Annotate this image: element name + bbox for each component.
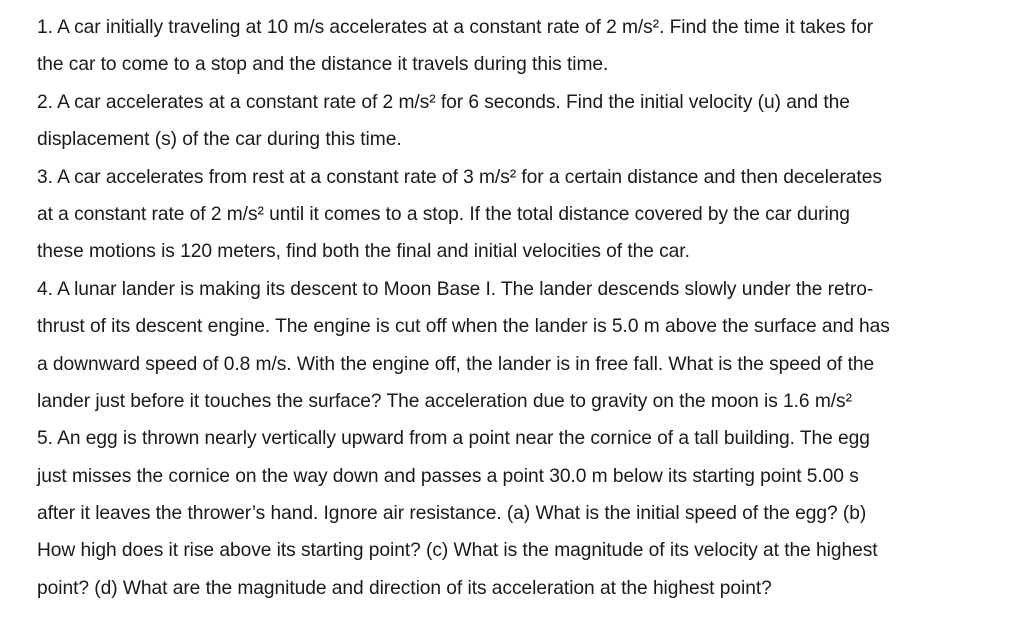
problem-5-line-1: 5. An egg is thrown nearly vertically upward from a point near the cornice of a tall building. The egg [37, 428, 870, 450]
problem-4-line-4: lander just before it touches the surface? The acceleration due to gravity on the moon is 1.6 m/s² [37, 390, 852, 412]
problem-4-line-1: 4. A lunar lander is making its descent to Moon Base I. The lander descends slowly under the retro- [37, 278, 874, 300]
problem-3-line-2: at a constant rate of 2 m/s² until it comes to a stop. If the total distance covered by the car during [37, 203, 850, 225]
problem-1-line-1: 1. A car initially traveling at 10 m/s accelerates at a constant rate of 2 m/s². Find the time it takes for [37, 17, 874, 38]
problem-5-line-2: just misses the cornice on the way down and passes a point 30.0 m below its starting point 5.00 s [37, 465, 859, 487]
problem-5-line-3: after it leaves the thrower’s hand. Ignore air resistance. (a) What is the initial speed of the egg? (b) [37, 503, 867, 525]
problem-2-line-2: displacement (s) of the car during this time. [37, 129, 402, 151]
problem-set [37, 9, 1022, 607]
problem-1-line-2: the car to come to a stop and the distance it travels during this time. [37, 54, 609, 76]
problem-4-line-3: a downward speed of 0.8 m/s. With the engine off, the lander is in free fall. What is the speed of the [37, 353, 875, 375]
problem-2-line-1: 2. A car accelerates at a constant rate of 2 m/s² for 6 seconds. Find the initial velocity (u) and the [37, 91, 850, 113]
problem-3-line-3: these motions is 120 meters, find both the final and initial velocities of the car. [37, 241, 690, 263]
problem-5-line-5: point? (d) What are the magnitude and direction of its acceleration at the highest point? [37, 577, 772, 599]
problem-3-line-1: 3. A car accelerates from rest at a constant rate of 3 m/s² for a certain distance and then decelerates [37, 166, 882, 188]
problem-4-line-2: thrust of its descent engine. The engine is cut off when the lander is 5.0 m above the surface and has [37, 316, 890, 338]
problem-5-line-4: How high does it rise above its starting point? (c) What is the magnitude of its velocity at the highest [37, 540, 878, 562]
